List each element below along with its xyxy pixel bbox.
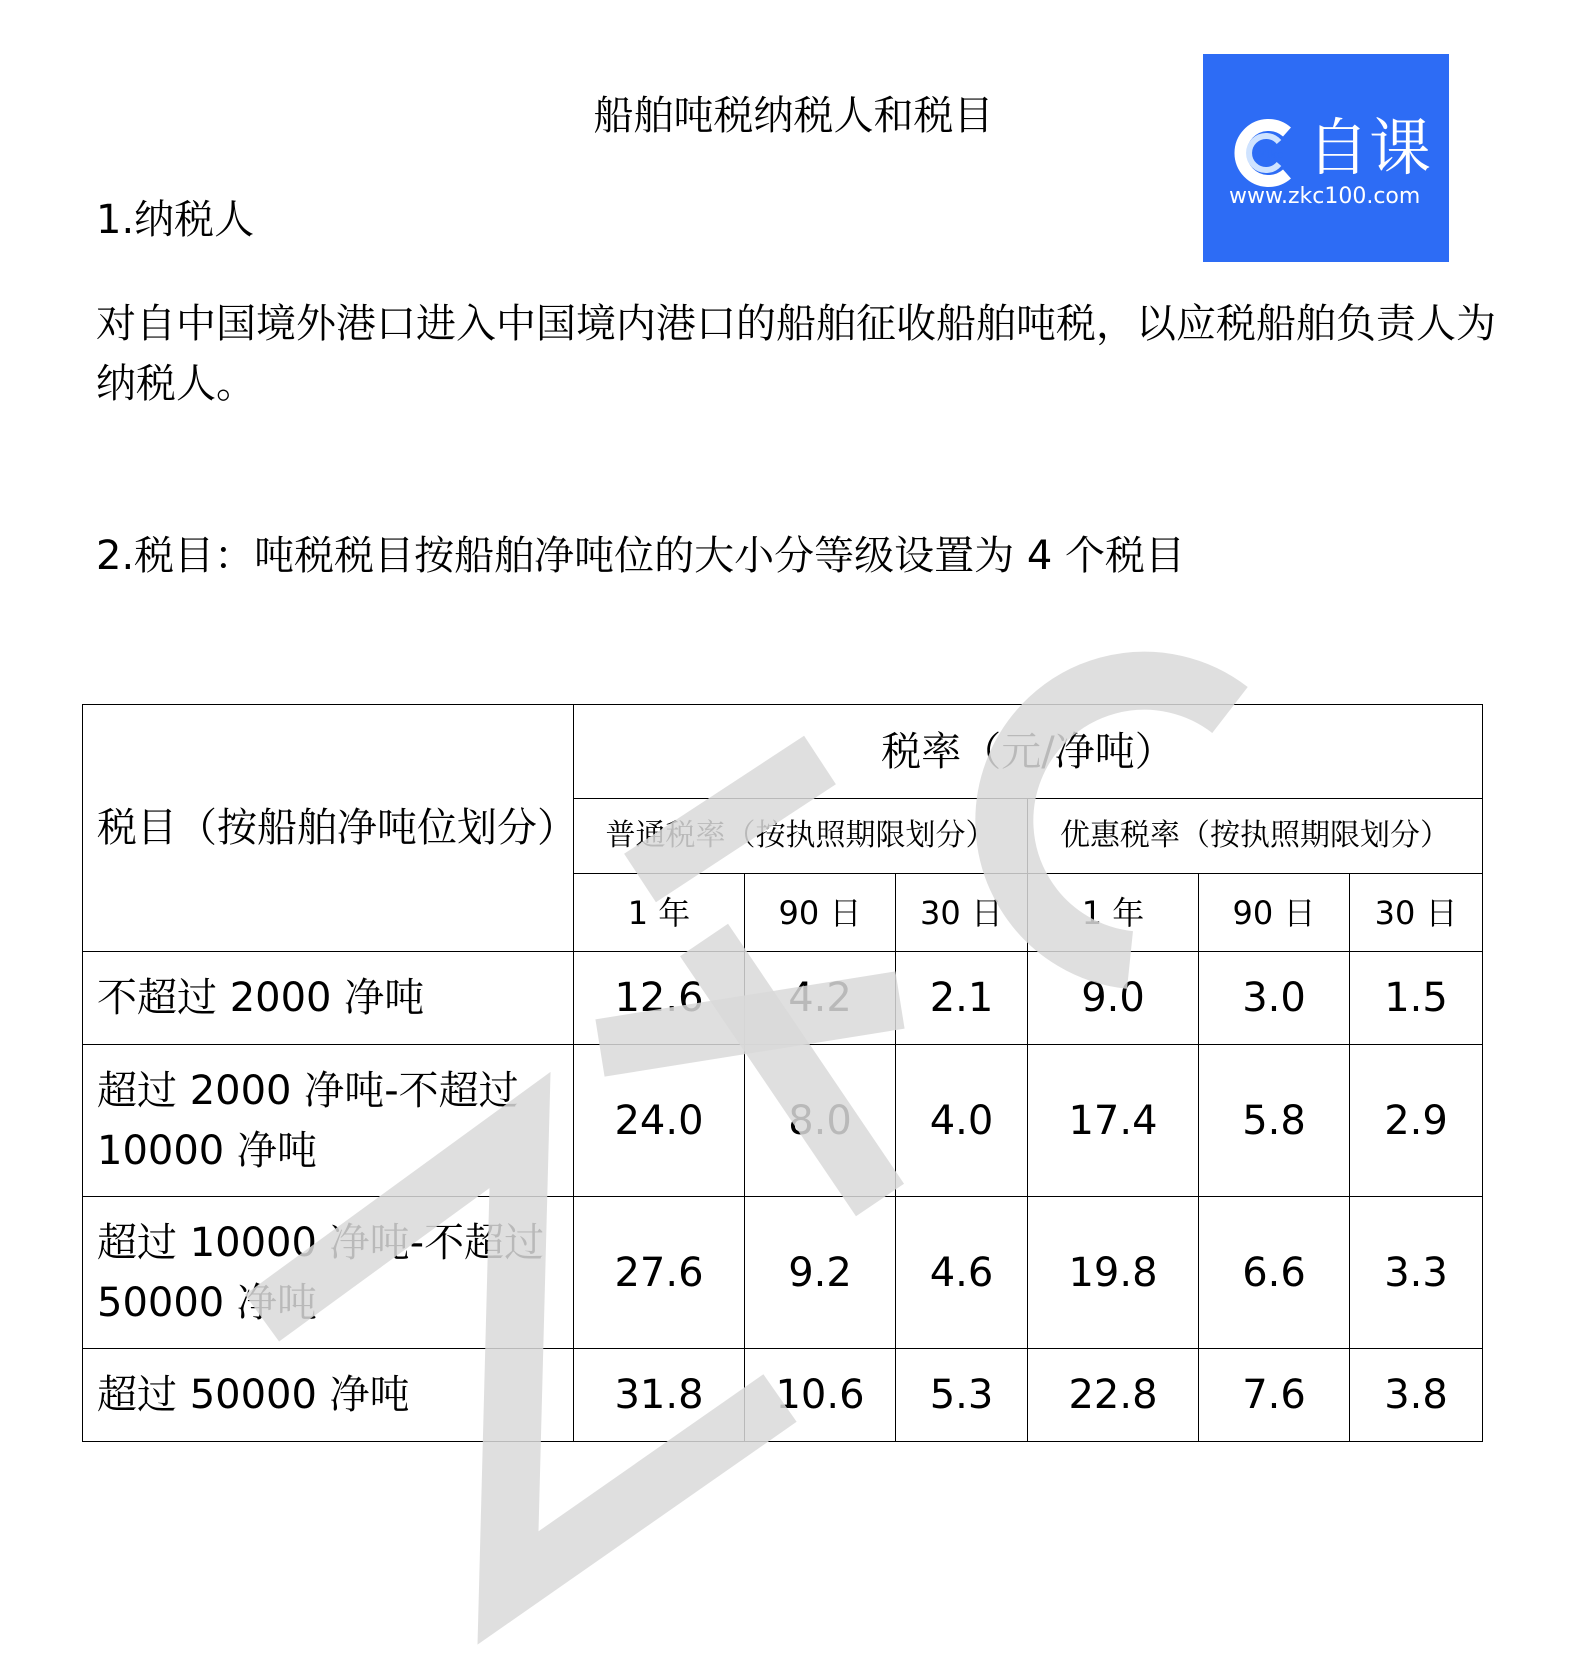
rate-cell: 6.6	[1199, 1197, 1350, 1349]
rate-cell: 22.8	[1028, 1349, 1199, 1442]
section-heading-taxpayer: 1.纳税人	[96, 197, 255, 243]
rate-cell: 10.6	[745, 1349, 896, 1442]
rate-cell: 9.0	[1028, 952, 1199, 1045]
table-row	[83, 952, 1483, 1045]
period-header: 90 日	[745, 874, 896, 952]
rate-cell: 1.5	[1350, 952, 1483, 1045]
rate-cell: 5.8	[1199, 1045, 1350, 1197]
rate-cell: 4.2	[745, 952, 896, 1045]
rate-cell: 5.3	[896, 1349, 1028, 1442]
rate-cell: 27.6	[574, 1197, 745, 1349]
period-header: 30 日	[1350, 874, 1483, 952]
rate-cell: 31.8	[574, 1349, 745, 1442]
taxpayer-paragraph: 对自中国境外港口进入中国境内港口的船舶征收船舶吨税，以应税船舶负责人为纳税人。	[96, 301, 1496, 407]
rate-cell: 17.4	[1028, 1045, 1199, 1197]
tonnage-label: 超过 50000 净吨	[83, 1349, 574, 1442]
rate-cell: 3.3	[1350, 1197, 1483, 1349]
rate-cell: 19.8	[1028, 1197, 1199, 1349]
tax-rate-table	[82, 704, 1483, 1442]
tonnage-label: 不超过 2000 净吨	[83, 952, 574, 1045]
rate-cell: 8.0	[745, 1045, 896, 1197]
table-row	[83, 1349, 1483, 1442]
logo-url: www.zkc100.com	[1229, 184, 1421, 209]
rate-cell: 7.6	[1199, 1349, 1350, 1442]
tonnage-label: 超过 2000 净吨-不超过 10000 净吨	[83, 1045, 574, 1197]
section-heading-items: 2.税目：吨税税目按船舶净吨位的大小分等级设置为 4 个税目	[96, 533, 1186, 579]
general-rate-header: 普通税率（按执照期限划分）	[574, 799, 1028, 874]
period-header: 90 日	[1199, 874, 1350, 952]
rate-cell: 4.0	[896, 1045, 1028, 1197]
table-row	[83, 1197, 1483, 1349]
rate-cell: 2.9	[1350, 1045, 1483, 1197]
period-header: 1 年	[1028, 874, 1199, 952]
period-header: 30 日	[896, 874, 1028, 952]
rate-cell: 3.8	[1350, 1349, 1483, 1442]
logo-mark: Zike	[1259, 148, 1284, 161]
page-title: 船舶吨税纳税人和税目	[593, 93, 994, 139]
logo-text: 自课	[1307, 111, 1432, 184]
table-row	[83, 1045, 1483, 1197]
tax-rate-header: 税率（元/净吨）	[574, 705, 1483, 799]
rate-cell: 4.6	[896, 1197, 1028, 1349]
rate-cell: 9.2	[745, 1197, 896, 1349]
logo-c-icon	[1225, 118, 1301, 188]
period-header: 1 年	[574, 874, 745, 952]
zkc-logo	[1203, 54, 1449, 262]
rate-cell: 24.0	[574, 1045, 745, 1197]
rate-cell: 2.1	[896, 952, 1028, 1045]
tonnage-label: 超过 10000 净吨-不超过 50000 净吨	[83, 1197, 574, 1349]
preferential-rate-header: 优惠税率（按执照期限划分）	[1028, 799, 1483, 874]
tax-item-header: 税目（按船舶净吨位划分）	[83, 705, 574, 952]
rate-cell: 12.6	[574, 952, 745, 1045]
rate-cell: 3.0	[1199, 952, 1350, 1045]
